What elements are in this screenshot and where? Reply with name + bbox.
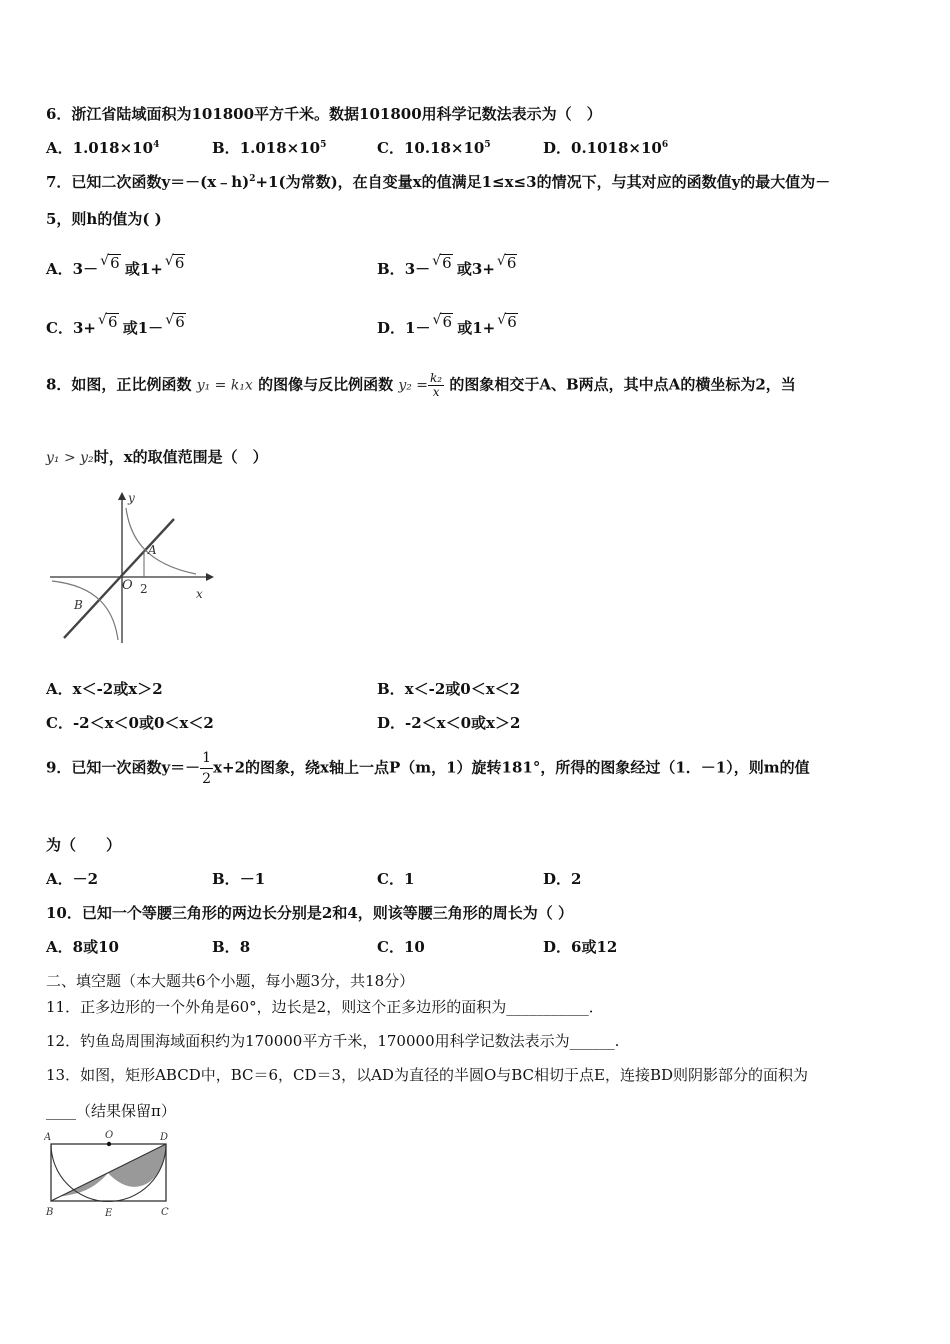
q9-option-c: C．1 [377, 870, 415, 888]
sqrt-icon: √ 6 [497, 312, 517, 331]
origin-label: O [122, 578, 133, 593]
q10-stem: 10．已知一个等腰三角形的两边长分别是2和4，则该等腰三角形的周长为（ ） [46, 904, 573, 922]
label-c: C [161, 1207, 169, 1218]
sqrt-icon: √ 6 [432, 253, 452, 272]
section-2-heading: 二、填空题（本大题共6个小题，每小题3分，共18分） [46, 972, 415, 990]
label-a: A [44, 1132, 52, 1143]
label-o: O [105, 1130, 114, 1141]
q10-option-d: D．6或12 [543, 938, 618, 956]
q7-stem-line1: 7．已知二次函数y＝－(x﹣h)$^2$+1(为常数)，在自变量x的值满足1≤x≤3的情况下，与其对应的函数值y的最大值为－ [46, 173, 831, 191]
q6-stem: 6．浙江省陆域面积为101800平方千米。数据101800用科学记数法表示为（ ） [46, 105, 602, 123]
sqrt-icon: √ 6 [496, 253, 517, 272]
q6-option-c: C．$10.18\times 10^5$ [377, 139, 491, 157]
q6-option-b: B．$1.018\times 10^5$ [212, 139, 327, 157]
q7-option-d: D．1－ √ 6 或1+ √ 6 [377, 312, 517, 337]
q9-option-a: A．－2 [46, 870, 99, 888]
q6-option-d: D．$0.1018\times 10^6$ [543, 139, 669, 157]
q10-option-c: C．10 [377, 938, 425, 956]
q7-option-b: B．3－ √ 6 或3+ √ 6 [377, 253, 517, 278]
label-d: D [160, 1132, 169, 1143]
q10-option-a: A．8或10 [46, 938, 119, 956]
tick-2-label: 2 [140, 582, 148, 596]
y2-lhs: y₂ = [398, 377, 429, 394]
q7-option-a: A．3－ √ 6 或1+ √ 6 [46, 253, 185, 278]
q13-stem: 13．如图，矩形ABCD中，BC＝6，CD＝3，以AD为直径的半圆O与BC相切于点E，连接BD则阴影部分的面积为 [46, 1066, 809, 1084]
q8-option-c: C．-2＜x＜0或0＜x＜2 [46, 714, 214, 732]
sqrt-icon: √ 6 [97, 312, 118, 331]
q9-fraction: $\frac{1}{2}$ [202, 750, 212, 787]
q8-graph-figure [46, 488, 216, 646]
q9-option-d: D．2 [543, 870, 582, 888]
q11-stem: 11．正多边形的一个外角是60°，边长是2，则这个正多边形的面积为___________． [46, 998, 604, 1016]
y2-fraction: $\frac{\text{k₂}}{x}$ [430, 371, 443, 399]
sqrt-icon: √ 6 [432, 312, 452, 331]
q8-option-b: B．x＜-2或0＜x＜2 [377, 680, 521, 698]
sqrt-icon: √ 6 [165, 312, 185, 331]
q13-rectangle-figure [44, 1128, 178, 1220]
label-b: B [46, 1207, 54, 1218]
axis-label-y: y [128, 491, 135, 505]
q6-option-a: A．$1.018\times 10^4$ [46, 139, 160, 157]
label-e: E [105, 1208, 113, 1219]
q9-stem-line1: 9．已知一次函数y＝－ $\frac{1}{2}$ x+2的图象，绕x轴上一点P（m，1）旋转181°，所得的图象经过（1．－1），则m的值 [46, 750, 810, 787]
axis-label-x: x [196, 587, 203, 601]
q12-stem: 12．钓鱼岛周围海域面积约为170000平方千米，170000用科学记数法表示为______. [46, 1032, 620, 1050]
q7-option-c: C．3+ √ 6 或1－ √ 6 [46, 312, 185, 337]
q8-stem-line1: 8．如图，正比例函数 y₁ = k₁x 的图像与反比例函数 y₂ = $\frac{\text{k₂}}{x}$ 的图象相交于A、B两点，其中点A的横坐标为2，当 [46, 371, 796, 399]
q9-stem-line2: 为（ ） [46, 836, 122, 854]
q13-stem-line2: ____（结果保留π） [46, 1102, 176, 1120]
condition: y₁ > y₂ [46, 450, 94, 466]
q8-option-a: A．x＜-2或x＞2 [46, 680, 163, 698]
sqrt-icon: √ 6 [164, 253, 185, 272]
point-b-label: B [74, 598, 83, 612]
q10-option-b: B．8 [212, 938, 251, 956]
y1-formula: y₁ = k₁x [196, 377, 253, 394]
q8-stem-line2: y₁ > y₂时，x的取值范围是（ ） [46, 448, 268, 466]
q9-option-b: B．－1 [212, 870, 266, 888]
point-a-label: A [148, 543, 157, 557]
sqrt-icon: √ 6 [100, 253, 120, 272]
q8-option-d: D．-2＜x＜0或x＞2 [377, 714, 521, 732]
q7-stem-line2: 5，则h的值为( ) [46, 210, 162, 228]
